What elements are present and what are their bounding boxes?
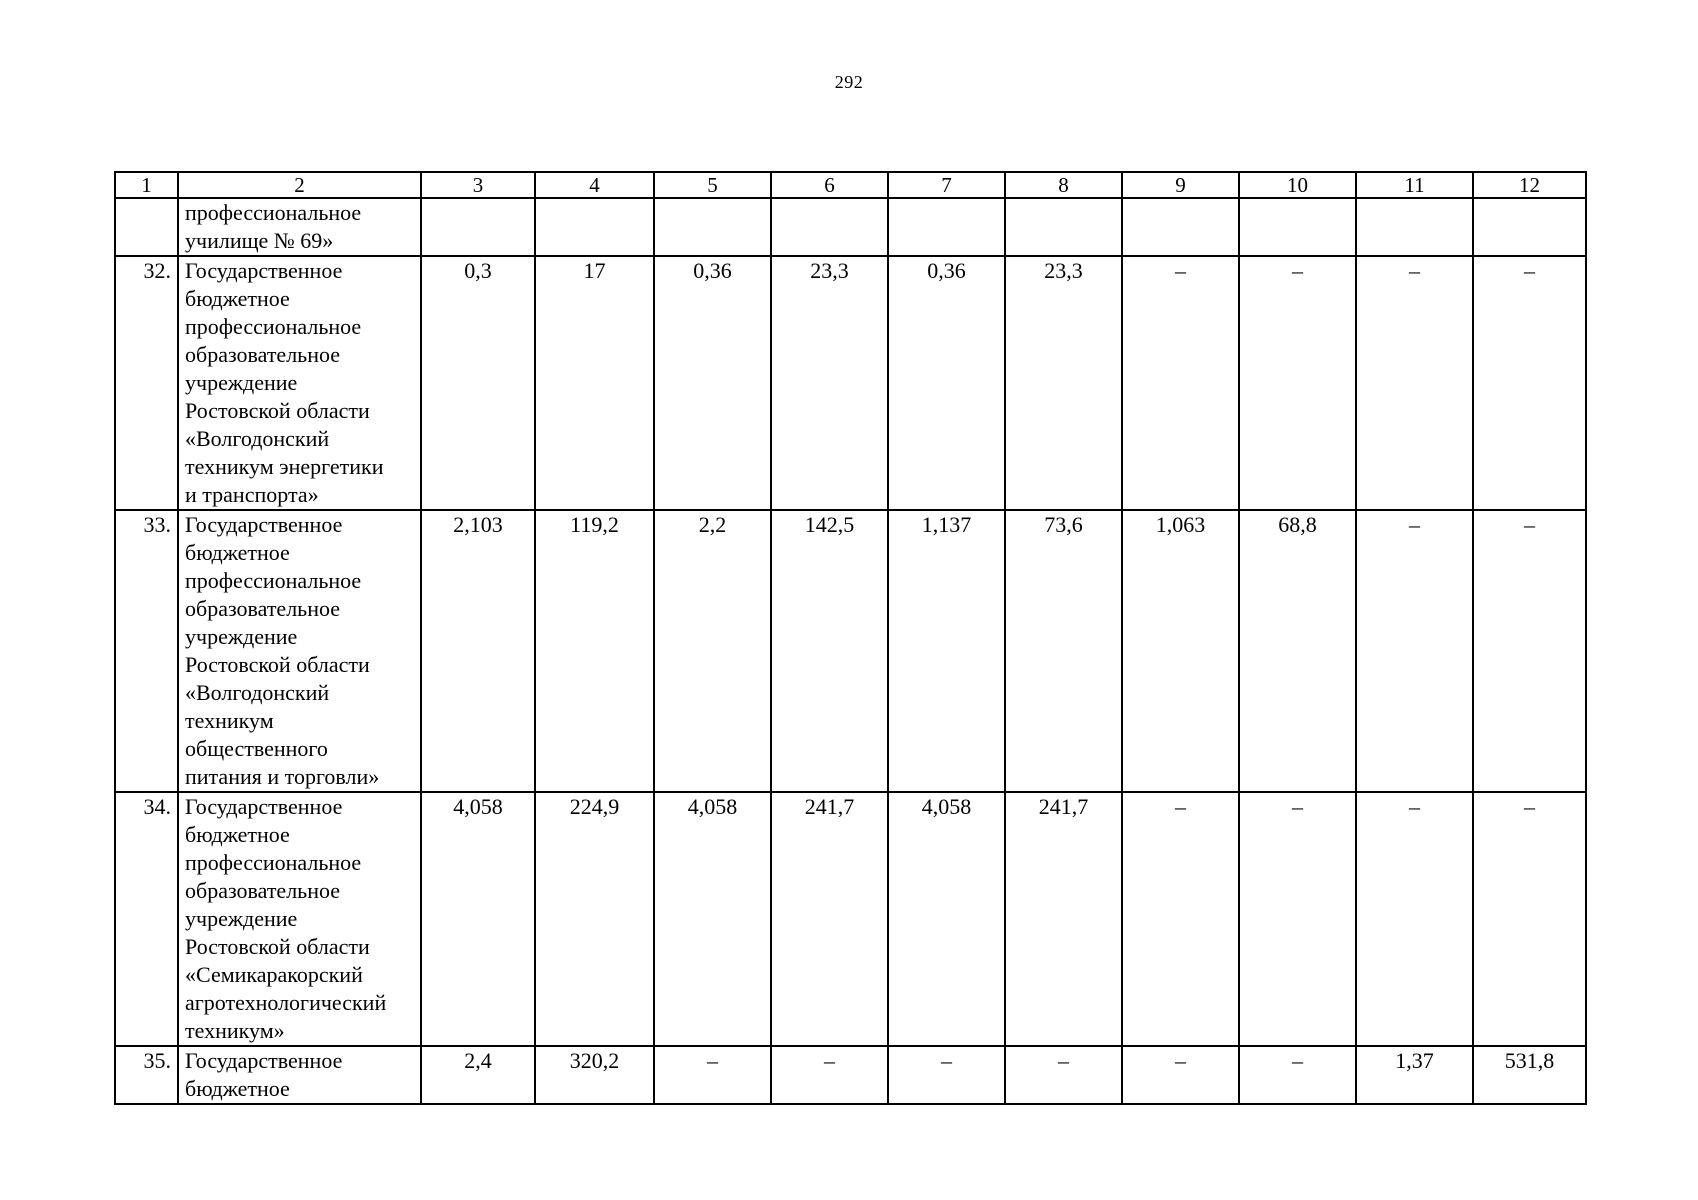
row-number-cell: 34. xyxy=(115,792,178,1046)
value-cell-col-3 xyxy=(421,198,535,256)
value-cell-col-8: 23,3 xyxy=(1005,256,1122,510)
institution-name-cell xyxy=(178,510,421,792)
institution-name-cell xyxy=(178,792,421,1046)
column-header-7: 7 xyxy=(888,172,1005,198)
institution-name-line: Государственное xyxy=(185,1048,343,1073)
column-header-8: 8 xyxy=(1005,172,1122,198)
institution-name-line: профессиональное xyxy=(185,314,362,339)
institution-name-line: Государственное xyxy=(185,794,343,819)
value-cell-col-4: 119,2 xyxy=(535,510,654,792)
institution-name-line: учреждение xyxy=(185,624,298,649)
column-header-1: 1 xyxy=(115,172,178,198)
table-row xyxy=(115,510,1586,792)
institution-name-line: образовательное xyxy=(185,342,341,367)
value-cell-col-6: 241,7 xyxy=(771,792,888,1046)
table-row xyxy=(115,256,1586,510)
institution-name-line: бюджетное xyxy=(185,1076,290,1101)
institution-name-line: питания и торговли» xyxy=(185,764,380,789)
institution-name-line: «Семикаракорский xyxy=(185,962,363,987)
table-row xyxy=(115,198,1586,256)
column-header-3: 3 xyxy=(421,172,535,198)
row-number-cell: 32. xyxy=(115,256,178,510)
value-cell-col-9: 1,063 xyxy=(1122,510,1239,792)
value-cell-col-4: 17 xyxy=(535,256,654,510)
value-cell-col-3: 2,4 xyxy=(421,1046,535,1104)
institution-name-line: Государственное xyxy=(185,258,343,283)
institution-name-line: техникум энергетики xyxy=(185,454,384,479)
value-cell-col-4: 320,2 xyxy=(535,1046,654,1104)
value-cell-col-6: 142,5 xyxy=(771,510,888,792)
column-header-5: 5 xyxy=(654,172,771,198)
institution-name-line: «Волгодонский xyxy=(185,426,330,451)
table-row xyxy=(115,1046,1586,1104)
value-cell-col-8 xyxy=(1005,198,1122,256)
column-number-header-row xyxy=(115,172,1586,198)
value-cell-col-8: – xyxy=(1005,1046,1122,1104)
table-body xyxy=(115,172,1586,1104)
data-table xyxy=(114,171,1587,1105)
institution-name-line: учреждение xyxy=(185,906,298,931)
value-cell-col-10: – xyxy=(1239,1046,1356,1104)
value-cell-col-5: 2,2 xyxy=(654,510,771,792)
value-cell-col-9: – xyxy=(1122,792,1239,1046)
value-cell-col-12: 531,8 xyxy=(1473,1046,1586,1104)
institution-name-line: и транспорта» xyxy=(185,482,319,507)
value-cell-col-7 xyxy=(888,198,1005,256)
value-cell-col-10: – xyxy=(1239,256,1356,510)
institution-name-cell xyxy=(178,1046,421,1104)
institution-name-line: профессиональное xyxy=(185,568,362,593)
value-cell-col-3: 2,103 xyxy=(421,510,535,792)
value-cell-col-10 xyxy=(1239,198,1356,256)
institution-name-line: бюджетное xyxy=(185,286,290,311)
value-cell-col-3: 0,3 xyxy=(421,256,535,510)
row-number-cell: 35. xyxy=(115,1046,178,1104)
value-cell-col-12 xyxy=(1473,198,1586,256)
institution-name-line: Ростовской области xyxy=(185,652,370,677)
institution-name-line: «Волгодонский xyxy=(185,680,330,705)
value-cell-col-7: 0,36 xyxy=(888,256,1005,510)
institution-name-line: техникум» xyxy=(185,1018,285,1043)
institution-name-line: бюджетное xyxy=(185,822,290,847)
value-cell-col-7: – xyxy=(888,1046,1005,1104)
value-cell-col-5: 4,058 xyxy=(654,792,771,1046)
column-header-4: 4 xyxy=(535,172,654,198)
column-header-11: 11 xyxy=(1356,172,1473,198)
value-cell-col-4 xyxy=(535,198,654,256)
institution-name-line: профессиональное xyxy=(185,850,362,875)
table-row xyxy=(115,792,1586,1046)
value-cell-col-8: 241,7 xyxy=(1005,792,1122,1046)
institution-name-cell xyxy=(178,198,421,256)
value-cell-col-8: 73,6 xyxy=(1005,510,1122,792)
value-cell-col-11 xyxy=(1356,198,1473,256)
institution-name-line: профессиональное xyxy=(185,200,362,225)
value-cell-col-6: – xyxy=(771,1046,888,1104)
column-header-12: 12 xyxy=(1473,172,1586,198)
institution-name-line: училище № 69» xyxy=(185,228,334,253)
value-cell-col-11: – xyxy=(1356,792,1473,1046)
institution-name-line: образовательное xyxy=(185,878,341,903)
value-cell-col-9: – xyxy=(1122,1046,1239,1104)
column-header-2: 2 xyxy=(178,172,421,198)
institution-name-line: агротехнологический xyxy=(185,990,387,1015)
row-number-cell: 33. xyxy=(115,510,178,792)
value-cell-col-11: – xyxy=(1356,510,1473,792)
value-cell-col-7: 4,058 xyxy=(888,792,1005,1046)
institution-name-line: Государственное xyxy=(185,512,343,537)
value-cell-col-12: – xyxy=(1473,256,1586,510)
value-cell-col-6 xyxy=(771,198,888,256)
value-cell-col-10: – xyxy=(1239,792,1356,1046)
column-header-10: 10 xyxy=(1239,172,1356,198)
institution-name-line: общественного xyxy=(185,736,328,761)
value-cell-col-7: 1,137 xyxy=(888,510,1005,792)
institution-name-line: образовательное xyxy=(185,596,341,621)
column-header-9: 9 xyxy=(1122,172,1239,198)
value-cell-col-9: – xyxy=(1122,256,1239,510)
column-header-6: 6 xyxy=(771,172,888,198)
value-cell-col-3: 4,058 xyxy=(421,792,535,1046)
value-cell-col-12: – xyxy=(1473,792,1586,1046)
page-number: 292 xyxy=(834,72,864,92)
institution-name-line: Ростовской области xyxy=(185,934,370,959)
value-cell-col-5 xyxy=(654,198,771,256)
value-cell-col-5: 0,36 xyxy=(654,256,771,510)
institution-name-line: бюджетное xyxy=(185,540,290,565)
institution-name-cell xyxy=(178,256,421,510)
institution-name-line: учреждение xyxy=(185,370,298,395)
value-cell-col-11: – xyxy=(1356,256,1473,510)
value-cell-col-10: 68,8 xyxy=(1239,510,1356,792)
value-cell-col-11: 1,37 xyxy=(1356,1046,1473,1104)
value-cell-col-6: 23,3 xyxy=(771,256,888,510)
value-cell-col-5: – xyxy=(654,1046,771,1104)
row-number-cell xyxy=(115,198,178,256)
value-cell-col-4: 224,9 xyxy=(535,792,654,1046)
value-cell-col-9 xyxy=(1122,198,1239,256)
institution-name-line: Ростовской области xyxy=(185,398,370,423)
value-cell-col-12: – xyxy=(1473,510,1586,792)
institution-name-line: техникум xyxy=(185,708,274,733)
